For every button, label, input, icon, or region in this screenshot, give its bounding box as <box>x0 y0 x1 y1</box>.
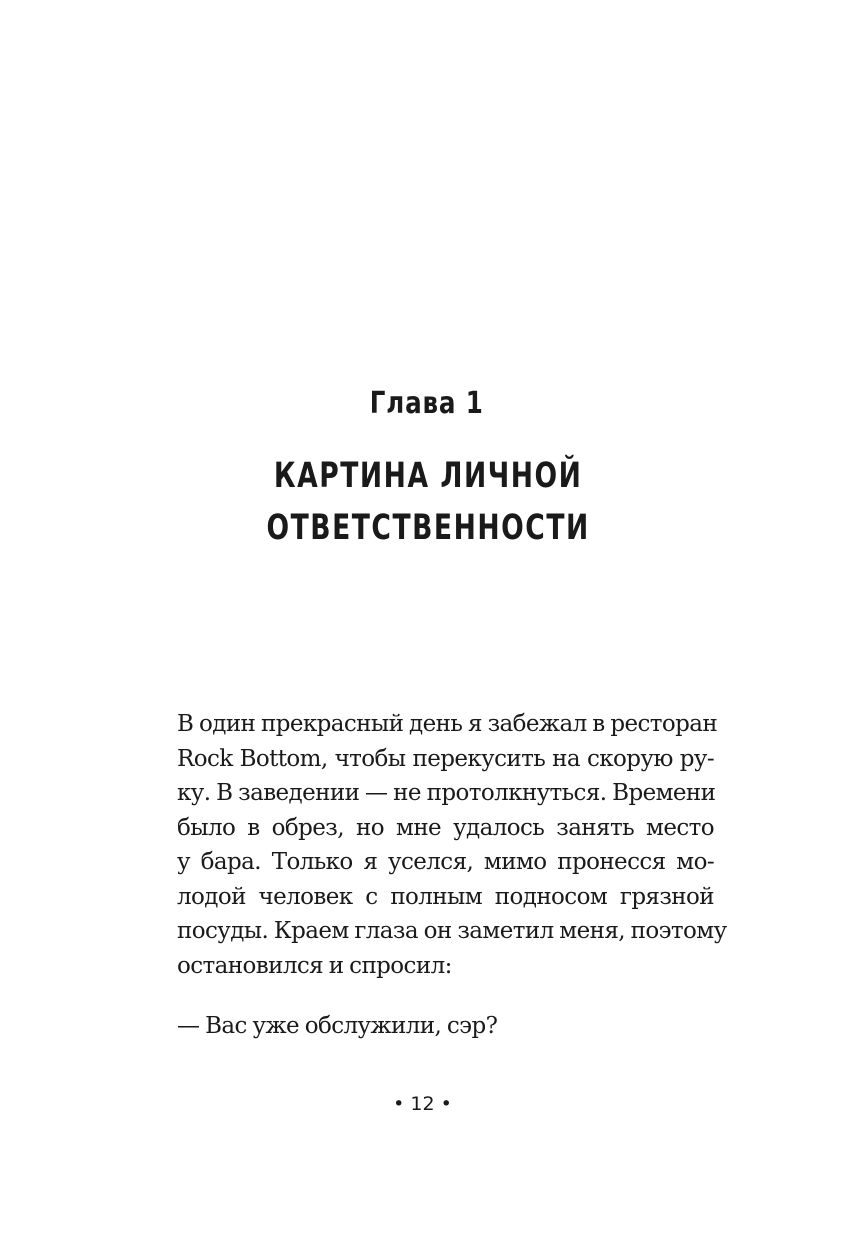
chapter-title-line: КАРТИНА ЛИЧНОЙ <box>273 456 583 496</box>
paragraph-line: остановился и спросил: <box>177 952 452 979</box>
chapter-label: Глава 1 <box>369 386 484 421</box>
body-paragraph <box>177 707 727 983</box>
page-number: • 12 • <box>393 1093 452 1115</box>
paragraph-line: ку. В заведении — не протолкнуться. Времени <box>177 780 716 806</box>
paragraph-line: было в обрез, но мне удалось занять место <box>177 814 714 841</box>
paragraph-line: посуды. Краем глаза он заметил меня, поэтому <box>177 918 727 944</box>
dialog-line: — Вас уже обслужили, сэр? <box>177 1013 498 1039</box>
chapter-title <box>107 450 749 554</box>
paragraph-line: у бара. Только я уселся, мимо пронесся мо- <box>177 849 714 875</box>
paragraph-line: лодой человек с полным подносом грязной <box>177 883 714 910</box>
paragraph-line: В один прекрасный день я забежал в ресторан <box>177 711 718 737</box>
chapter-title-line: ОТВЕТСТВЕННОСТИ <box>266 508 590 548</box>
paragraph-line: Rock Bottom, чтобы перекусить на скорую ру- <box>177 745 714 772</box>
